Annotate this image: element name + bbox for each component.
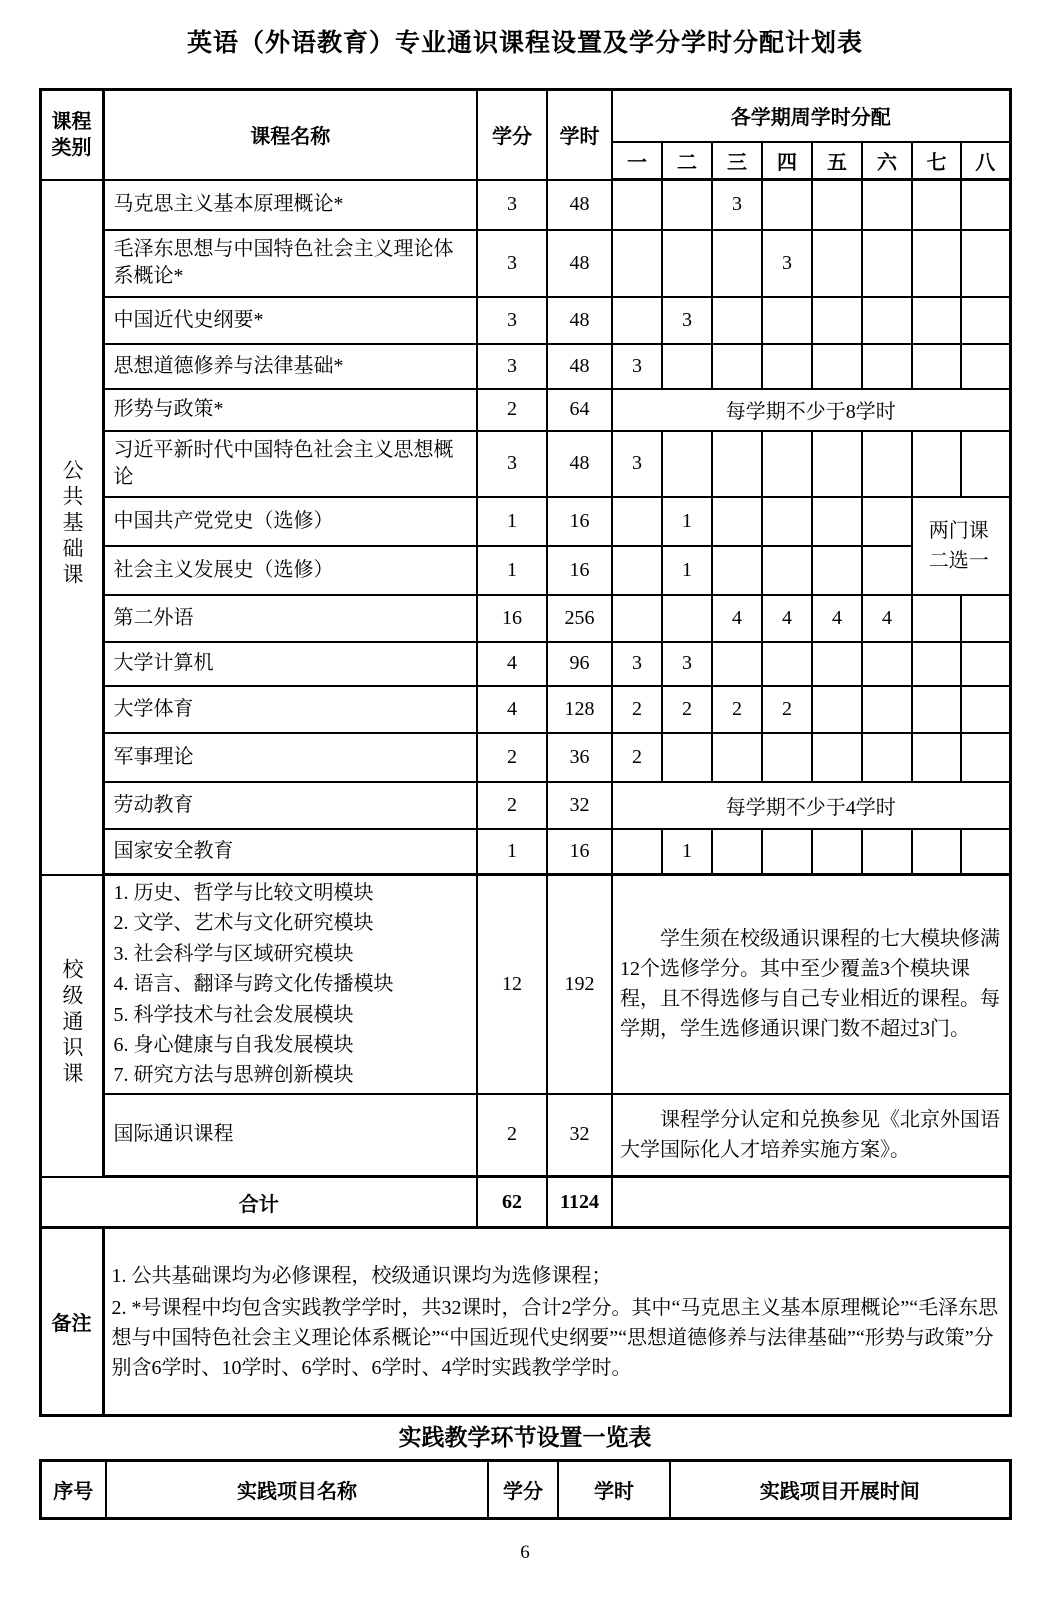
header-hours: 学时 <box>547 90 612 180</box>
course-name: 大学计算机 <box>103 642 477 686</box>
header-credits: 学分 <box>488 1461 558 1519</box>
table-row: 大学体育 4 128 2 2 2 2 <box>40 686 1010 733</box>
header-sem-5: 五 <box>812 142 862 180</box>
course-name: 国际通识课程 <box>103 1094 477 1177</box>
course-name: 形势与政策* <box>103 389 477 431</box>
course-name: 马克思主义基本原理概论* <box>103 180 477 230</box>
course-name: 毛泽东思想与中国特色社会主义理论体系概论* <box>103 230 477 297</box>
header-project-name: 实践项目名称 <box>106 1461 488 1519</box>
page-number: 6 <box>520 1542 530 1563</box>
header-sem-2: 二 <box>662 142 712 180</box>
table-row: 校级通识课 1. 历史、哲学与比较文明模块 2. 文学、艺术与文化研究模块 3. 社会科学与区域研究模块 4. 语言、翻译与跨文化传播模块 5. 科学技术与社会发展模块 6. 身心健康与自我发展模块 7. 研究方法与思辨创新模块 12 192 学生须在校级通识课程的七大模块修满12个选修学分。其中至少覆盖3个模块课程，且不得选修与自己专业相近的课程。每学期，学生选修通识课门数不超过3门。 <box>40 875 1010 1094</box>
module-rule-note: 学生须在校级通识课程的七大模块修满12个选修学分。其中至少覆盖3个模块课程，且不得选修与自己专业相近的课程。每学期，学生选修通识课门数不超过3门。 <box>612 875 1010 1094</box>
header-category: 课程类别 <box>40 90 103 180</box>
header-sem-3: 三 <box>712 142 762 180</box>
course-credits: 3 <box>477 180 547 230</box>
header-hours: 学时 <box>558 1461 670 1519</box>
practice-table <box>39 1459 1012 1520</box>
header-sem-4: 四 <box>762 142 812 180</box>
course-name: 社会主义发展史（选修） <box>103 546 477 595</box>
total-hours: 1124 <box>547 1177 612 1228</box>
remark-row <box>40 1228 1010 1416</box>
total-label: 合计 <box>40 1177 477 1228</box>
category-university-general: 校级通识课 <box>40 875 103 1177</box>
header-sem-1: 一 <box>612 142 662 180</box>
course-name: 劳动教育 <box>103 782 477 829</box>
table-row: 习近平新时代中国特色社会主义思想概论 3 48 3 <box>40 431 1010 497</box>
total-row <box>40 1177 1010 1228</box>
course-name: 思想道德修养与法律基础* <box>103 344 477 389</box>
header-sem-7: 七 <box>912 142 961 180</box>
table-row: 毛泽东思想与中国特色社会主义理论体系概论* 3 48 3 <box>40 230 1010 297</box>
course-hours: 48 <box>547 180 612 230</box>
header-time: 实践项目开展时间 <box>670 1461 1010 1519</box>
table-row: 形势与政策* 2 64 每学期不少于8学时 <box>40 389 1010 431</box>
table-row: 军事理论 2 36 2 <box>40 733 1010 782</box>
table-row: 中国近代史纲要* 3 48 3 <box>40 297 1010 344</box>
table-row: 国际通识课程 2 32 课程学分认定和兑换参见《北京外国语大学国际化人才培养实施方案》。 <box>40 1094 1010 1177</box>
course-plan-table <box>39 88 1012 1417</box>
course-name: 第二外语 <box>103 595 477 642</box>
header-credits: 学分 <box>477 90 547 180</box>
header-sem-8: 八 <box>961 142 1010 180</box>
course-name: 中国共产党党史（选修） <box>103 497 477 546</box>
practice-table-title: 实践教学环节设置一览表 <box>398 1425 652 1451</box>
elective-choice-note: 两门课二选一 <box>912 497 1010 595</box>
header-no: 序号 <box>40 1461 106 1519</box>
course-name: 习近平新时代中国特色社会主义思想概论 <box>103 431 477 497</box>
course-name: 军事理论 <box>103 733 477 782</box>
table-row: 劳动教育 2 32 每学期不少于4学时 <box>40 782 1010 829</box>
total-credits: 62 <box>477 1177 547 1228</box>
course-name: 中国近代史纲要* <box>103 297 477 344</box>
page-title: 英语（外语教育）专业通识课程设置及学分学时分配计划表 <box>186 30 863 57</box>
course-name: 国家安全教育 <box>103 829 477 875</box>
table-row: 公共基础课 马克思主义基本原理概论* 3 48 3 <box>40 180 1010 230</box>
table-row: 国家安全教育 1 16 1 <box>40 829 1010 875</box>
remark-label: 备注 <box>40 1228 103 1416</box>
header-course-name: 课程名称 <box>103 90 477 180</box>
header-semester-group: 各学期周学时分配 <box>612 90 1010 142</box>
course-name: 大学体育 <box>103 686 477 733</box>
remark-content: 1. 公共基础课均为必修课程，校级通识课均为选修课程； 2. *号课程中均包含实践教学学时，共32课时，合计2学分。其中“马克思主义基本原理概论”“毛泽东思想与中国特色社会主义理论体系概论”“中国近现代史纲要”“思想道德修养与法律基础”“形势与政策”分别含6学时、10学时、6学时、6学时、4学时实践教学学时。 <box>103 1228 1010 1416</box>
semester-note: 每学期不少于4学时 <box>612 782 1010 829</box>
semester-note: 每学期不少于8学时 <box>612 389 1010 431</box>
module-list: 1. 历史、哲学与比较文明模块 2. 文学、艺术与文化研究模块 3. 社会科学与区域研究模块 4. 语言、翻译与跨文化传播模块 5. 科学技术与社会发展模块 6. 身心健康与自我发展模块 7. 研究方法与思辨创新模块 <box>103 875 477 1094</box>
table-row: 思想道德修养与法律基础* 3 48 3 <box>40 344 1010 389</box>
table-row: 社会主义发展史（选修） 1 16 1 <box>40 546 1010 595</box>
intl-credit-note: 课程学分认定和兑换参见《北京外国语大学国际化人才培养实施方案》。 <box>612 1094 1010 1177</box>
table-row: 中国共产党党史（选修） 1 16 1 两门课二选一 <box>40 497 1010 546</box>
category-public-basic: 公共基础课 <box>40 180 103 875</box>
header-sem-6: 六 <box>862 142 912 180</box>
table-row: 第二外语 16 256 4 4 4 4 <box>40 595 1010 642</box>
table-row: 大学计算机 4 96 3 3 <box>40 642 1010 686</box>
